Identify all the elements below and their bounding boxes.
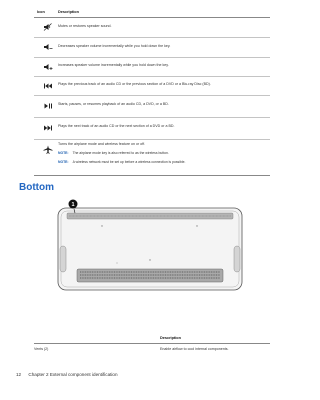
key-description: Decreases speaker volume incrementally while you hold down the key. xyxy=(58,44,171,48)
rubber-foot-left xyxy=(60,246,66,272)
next-track-icon xyxy=(43,124,53,132)
note-text: A wireless network must be set up before a wireless connection is possible. xyxy=(72,160,186,164)
page-number: 12 xyxy=(16,372,22,377)
parts-row-vents xyxy=(34,344,270,353)
parts-table-header xyxy=(34,333,270,344)
component-description: Enable airflow to cool internal components. xyxy=(160,346,229,351)
key-row-play-pause xyxy=(34,95,270,118)
key-description: Increases speaker volume incrementally while you hold down the key. xyxy=(58,63,169,67)
component-name: Vents (2) xyxy=(34,346,49,351)
rubber-foot-right xyxy=(234,246,240,272)
callout-number: 1 xyxy=(71,202,75,208)
key-description: Plays the next track of an audio CD or the next section of a DVD or a BD. xyxy=(58,124,175,128)
key-row-airplane xyxy=(34,139,270,176)
key-row-mute xyxy=(34,17,270,38)
note-label: NOTE: xyxy=(58,160,69,164)
key-row-previous-track xyxy=(34,76,270,96)
page-footer xyxy=(16,372,118,377)
note-text: The airplane mode key is also referred to as the wireless button. xyxy=(72,151,169,155)
note-label: NOTE: xyxy=(58,151,69,155)
note-wireless-network xyxy=(58,160,185,164)
key-description: Starts, pauses, or resumes playback of an audio CD, a DVD, or a BD. xyxy=(58,102,169,106)
chapter-title: Chapter 2 External component identification xyxy=(28,372,118,377)
section-title-bottom: Bottom xyxy=(19,182,54,193)
previous-track-icon xyxy=(43,82,53,90)
key-table xyxy=(34,7,270,164)
parts-table xyxy=(34,333,270,353)
note-airplane-wireless-button xyxy=(58,151,169,155)
description-column-header: Description xyxy=(160,336,181,340)
icon-column-header: Icon xyxy=(37,10,45,14)
airplane-icon xyxy=(43,145,53,154)
volume-down-icon xyxy=(43,43,53,51)
key-row-volume-up xyxy=(34,57,270,77)
mute-icon xyxy=(43,23,53,31)
key-description: Plays the previous track of an audio CD or the previous section of a DVD or a Blu-ray Disc (BD). xyxy=(58,82,211,86)
key-row-next-track xyxy=(34,117,270,140)
volume-up-icon xyxy=(43,63,53,71)
key-row-volume-down xyxy=(34,37,270,58)
key-description: Mutes or restores speaker sound. xyxy=(58,24,112,28)
description-column-header: Description xyxy=(58,10,79,14)
laptop-bottom-illustration xyxy=(57,196,243,292)
play-pause-icon xyxy=(43,102,53,110)
key-description: Turns the airplane mode and wireless feature on or off. xyxy=(58,142,146,146)
